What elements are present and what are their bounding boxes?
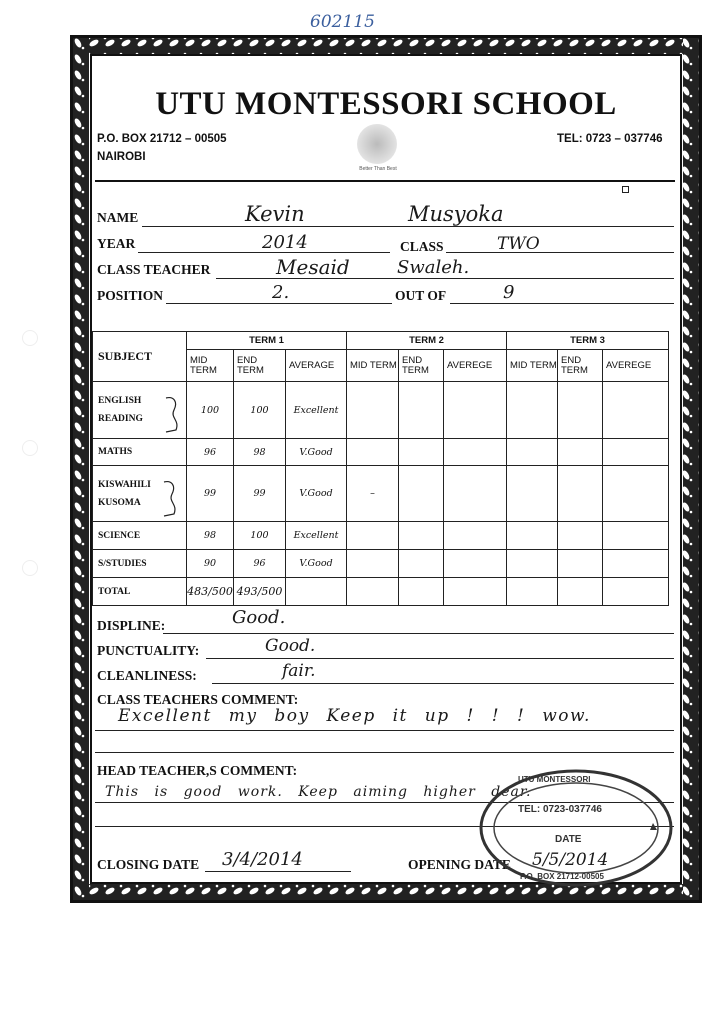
name-label: NAME bbox=[97, 210, 139, 225]
term2-mid-header: MID TERM bbox=[347, 350, 399, 382]
opening-date-value: 5/5/2014 bbox=[532, 850, 609, 870]
head-teacher-comment: This is good work. Keep aiming higher dear. bbox=[105, 784, 532, 800]
punch-hole bbox=[22, 330, 38, 346]
term1-average: V.Good bbox=[286, 550, 347, 578]
table-row bbox=[93, 550, 669, 578]
class-teacher-comment-label: CLASS TEACHERS COMMENT: bbox=[97, 692, 299, 707]
comment-line bbox=[95, 730, 674, 731]
discipline-label: DISPLINE: bbox=[97, 618, 166, 633]
term1-end-total: 493/500 bbox=[234, 578, 286, 606]
class-teacher-label: CLASS TEACHER bbox=[97, 262, 211, 277]
term1-end-header: END TERM bbox=[234, 350, 286, 382]
term1-mid-total: 483/500 bbox=[187, 578, 234, 606]
city: NAIROBI bbox=[97, 151, 146, 163]
punch-hole bbox=[22, 560, 38, 576]
stamp-title: UTU MONTESSORI bbox=[518, 775, 591, 784]
school-name: UTU MONTESSORI SCHOOL bbox=[155, 86, 617, 122]
opening-date-label: OPENING DATE bbox=[408, 857, 511, 872]
term1-end-mark: 99 bbox=[234, 466, 286, 522]
out-of-label: OUT OF bbox=[395, 288, 447, 303]
table-row bbox=[93, 439, 669, 466]
position-line bbox=[166, 303, 392, 304]
checkbox-mark bbox=[622, 186, 629, 193]
term2-mid-mark: – bbox=[347, 466, 399, 522]
out-of-value: 9 bbox=[503, 282, 515, 303]
student-last-name: Musyoka bbox=[408, 202, 504, 226]
punctuality-value: Good. bbox=[265, 636, 316, 656]
out-of-line bbox=[450, 303, 674, 304]
punch-hole bbox=[22, 440, 38, 456]
class-teacher-first: Mesaid bbox=[276, 255, 350, 279]
subject-name: TOTAL bbox=[93, 578, 187, 606]
subject-bracket bbox=[164, 394, 186, 434]
closing-date-label: CLOSING DATE bbox=[97, 857, 200, 872]
term3-mid-header: MID TERM bbox=[507, 350, 558, 382]
head-teacher-comment-label: HEAD TEACHER,S COMMENT: bbox=[97, 763, 298, 778]
term1-mid-mark: 96 bbox=[187, 439, 234, 466]
term-1-header: TERM 1 bbox=[187, 332, 347, 350]
subject-name: ENGLISH bbox=[98, 396, 142, 406]
term2-end-header: END TERM bbox=[399, 350, 444, 382]
subject-name-secondary: KUSOMA bbox=[98, 497, 141, 508]
document-number: 602115 bbox=[310, 12, 375, 32]
subject-name: MATHS bbox=[93, 439, 187, 466]
logo-caption: Better Than Best bbox=[359, 166, 397, 172]
class-teacher-comment: Excellent my boy Keep it up ! ! ! wow. bbox=[118, 706, 591, 726]
cleanliness-label: CLEANLINESS: bbox=[97, 668, 197, 683]
term1-end-mark: 96 bbox=[234, 550, 286, 578]
term-2-header: TERM 2 bbox=[347, 332, 507, 350]
term1-mid-mark: 98 bbox=[187, 522, 234, 550]
closing-date-value: 3/4/2014 bbox=[222, 849, 303, 870]
term1-average: V.Good bbox=[286, 439, 347, 466]
class-teacher-last: Swaleh. bbox=[397, 257, 470, 278]
term1-mid-header: MID TERM bbox=[187, 350, 234, 382]
term3-avg-header: AVEREGE bbox=[603, 350, 669, 382]
table-row bbox=[93, 522, 669, 550]
term1-average: Excellent bbox=[286, 382, 347, 439]
term1-end-mark: 100 bbox=[234, 522, 286, 550]
position-label: POSITION bbox=[97, 288, 164, 303]
subject-name-secondary: READING bbox=[98, 414, 143, 424]
term3-end-header: END TERM bbox=[558, 350, 603, 382]
cleanliness-line bbox=[212, 683, 674, 684]
class-label: CLASS bbox=[400, 239, 444, 254]
subject-name: S/STUDIES bbox=[93, 550, 187, 578]
subject-name: KISWAHILI bbox=[98, 479, 151, 490]
position-value: 2. bbox=[272, 282, 290, 303]
subject-bracket bbox=[162, 478, 184, 518]
cleanliness-value: fair. bbox=[282, 661, 316, 681]
name-line bbox=[142, 226, 674, 227]
school-logo bbox=[357, 124, 397, 164]
punctuality-label: PUNCTUALITY: bbox=[97, 643, 200, 658]
table-row-total bbox=[93, 578, 669, 606]
discipline-line bbox=[163, 633, 674, 634]
term1-end-mark: 98 bbox=[234, 439, 286, 466]
term1-mid-mark: 90 bbox=[187, 550, 234, 578]
marks-table bbox=[92, 331, 669, 606]
term1-average-total bbox=[286, 578, 347, 606]
class-value: TWO bbox=[497, 234, 540, 254]
term1-average: Excellent bbox=[286, 522, 347, 550]
punctuality-line bbox=[206, 658, 674, 659]
subject-header: SUBJECT bbox=[93, 332, 187, 382]
telephone: TEL: 0723 – 037746 bbox=[557, 133, 663, 145]
year-value: 2014 bbox=[262, 232, 308, 253]
discipline-value: Good. bbox=[232, 607, 286, 628]
stamp-date-label: DATE bbox=[555, 834, 582, 845]
school-stamp bbox=[478, 768, 674, 888]
header-rule bbox=[95, 180, 675, 182]
class-line bbox=[446, 252, 674, 253]
term1-mid-mark: 100 bbox=[187, 382, 234, 439]
term2-avg-header: AVEREGE bbox=[444, 350, 507, 382]
stamp-phone: TEL: 0723-037746 bbox=[518, 804, 602, 815]
student-first-name: Kevin bbox=[245, 202, 305, 226]
term1-avg-header: AVERAGE bbox=[286, 350, 347, 382]
year-label: YEAR bbox=[97, 236, 136, 251]
closing-date-line bbox=[205, 871, 351, 872]
subject-name: SCIENCE bbox=[93, 522, 187, 550]
po-box: P.O. BOX 21712 – 00505 bbox=[97, 133, 227, 145]
comment-line bbox=[95, 752, 674, 753]
term1-mid-mark: 99 bbox=[187, 466, 234, 522]
stamp-box: P.O. BOX 21712-00505 bbox=[520, 872, 604, 881]
term1-end-mark: 100 bbox=[234, 382, 286, 439]
term-3-header: TERM 3 bbox=[507, 332, 669, 350]
term1-average: V.Good bbox=[286, 466, 347, 522]
